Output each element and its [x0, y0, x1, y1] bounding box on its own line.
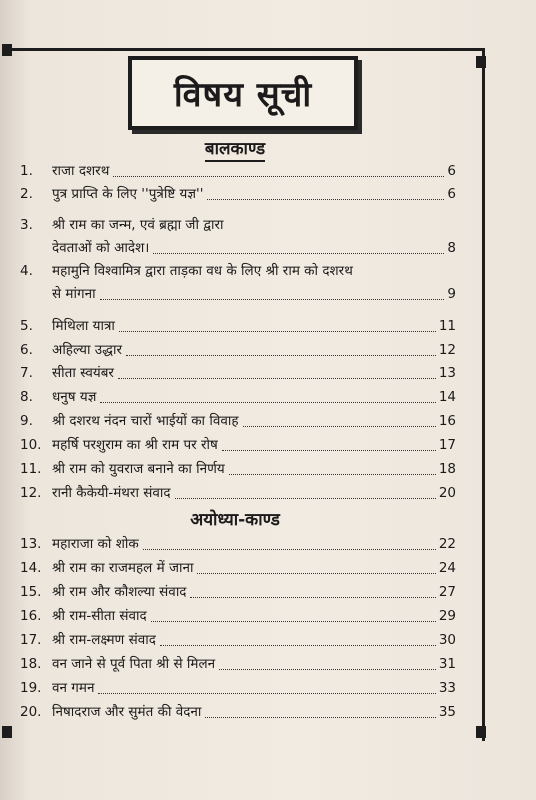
section-title-text: अयोध्या-काण्ड [190, 510, 280, 530]
toc-leader-dots [143, 549, 436, 550]
toc-leader-dots [113, 176, 444, 177]
toc-title: श्री दशरथ नंदन चारों भाईयों का विवाह [52, 413, 239, 429]
toc-title: धनुष यज्ञ [52, 389, 97, 405]
toc-row [0, 458, 470, 480]
toc-page-number: 16 [438, 413, 456, 429]
toc-title-continued: से मांगना [52, 286, 96, 302]
toc-number: 15. [20, 584, 42, 600]
toc-page-number: 27 [438, 584, 456, 600]
toc-title: निषादराज और सुमंत की वेदना [52, 704, 202, 720]
toc-number: 3. [20, 217, 33, 233]
toc-leader-dots [100, 299, 445, 300]
toc-leader-dots [153, 253, 444, 254]
toc-leader-dots [119, 331, 436, 332]
toc-number: 10. [20, 437, 42, 453]
toc-page-number: 35 [438, 704, 456, 720]
toc-row [0, 410, 470, 432]
toc-title: श्री राम-सीता संवाद [52, 608, 147, 624]
toc-number: 1. [20, 163, 33, 179]
toc-title: श्री राम को युवराज बनाने का निर्णय [52, 461, 225, 477]
toc-page-number: 8 [447, 240, 456, 256]
toc-row [0, 339, 470, 361]
toc-number: 5. [20, 318, 33, 334]
toc-page-number: 31 [438, 656, 456, 672]
toc-leader-dots [207, 199, 444, 200]
toc-title: श्री राम का राजमहल में जाना [52, 560, 194, 576]
section-title-text: बालकाण्ड [205, 139, 265, 162]
toc-row [0, 482, 470, 504]
toc-page-number: 12 [438, 342, 456, 358]
toc-row [0, 605, 470, 627]
toc-leader-dots [205, 717, 435, 718]
toc-leader-dots [100, 402, 435, 403]
toc-number: 17. [20, 632, 42, 648]
toc-page-number: 29 [438, 608, 456, 624]
section-title-ayodhya [0, 507, 470, 530]
toc-row [0, 557, 470, 579]
section-title-balkand [0, 136, 470, 159]
toc-title: वन जाने से पूर्व पिता श्री से मिलन [52, 656, 216, 672]
toc-page-number: 17 [438, 437, 456, 453]
title-box [128, 56, 358, 130]
toc-title: अहिल्या उद्धार [52, 342, 122, 358]
toc-page-number: 11 [438, 318, 456, 334]
toc-number: 11. [20, 461, 42, 477]
toc-number: 12. [20, 485, 42, 501]
toc-row [0, 362, 470, 384]
toc-leader-dots [118, 378, 436, 379]
toc-number: 20. [20, 704, 42, 720]
toc-leader-dots [197, 573, 435, 574]
toc-number: 19. [20, 680, 42, 696]
toc-page-number: 18 [438, 461, 456, 477]
toc-title: मिथिला यात्रा [52, 318, 115, 334]
toc-page-number: 14 [438, 389, 456, 405]
toc-number: 13. [20, 536, 42, 552]
toc-leader-dots [175, 498, 436, 499]
toc-title: पुत्र प्राप्ति के लिए ''पुत्रेष्टि यज्ञ'' [52, 186, 204, 202]
toc-leader-dots [160, 645, 436, 646]
toc-row [0, 260, 470, 302]
toc-row [0, 581, 470, 603]
toc-number: 7. [20, 365, 33, 381]
toc-page-number: 22 [438, 536, 456, 552]
toc-leader-dots [229, 474, 436, 475]
toc-row [0, 315, 470, 337]
frame-corner-mark [476, 56, 486, 68]
toc-row [0, 629, 470, 651]
page-title: विषय सूची [173, 75, 313, 115]
toc-leader-dots [98, 693, 435, 694]
toc-row [0, 434, 470, 456]
toc-row [0, 533, 470, 555]
toc-leader-dots [126, 355, 436, 356]
toc-leader-dots [243, 426, 436, 427]
toc-number: 8. [20, 389, 33, 405]
toc-number: 16. [20, 608, 42, 624]
toc-page-number: 13 [438, 365, 456, 381]
toc-title: वन गमन [52, 680, 95, 696]
toc-leader-dots [219, 669, 436, 670]
toc-page-number: 6 [447, 163, 456, 179]
toc-number: 9. [20, 413, 33, 429]
toc-number: 2. [20, 186, 33, 202]
toc-number: 14. [20, 560, 42, 576]
toc-page-number: 20 [438, 485, 456, 501]
toc-title: महाराजा को शोक [52, 536, 139, 552]
toc-title: रानी कैकेयी-मंथरा संवाद [52, 485, 171, 501]
toc-title: महर्षि परशुराम का श्री राम पर रोष [52, 437, 218, 453]
toc-number: 4. [20, 263, 33, 279]
frame-corner-mark [476, 726, 486, 738]
frame-corner-mark [2, 726, 12, 738]
toc-leader-dots [190, 597, 435, 598]
frame-corner-mark [2, 44, 12, 56]
toc-page-number: 6 [447, 186, 456, 202]
toc-leader-dots [151, 621, 436, 622]
toc-page-number: 33 [438, 680, 456, 696]
toc-row [0, 677, 470, 699]
toc-title: श्री राम का जन्म, एवं ब्रह्मा जी द्वारा [52, 217, 224, 233]
toc-title: सीता स्वयंबर [52, 365, 114, 381]
toc-row [0, 183, 470, 205]
toc-page-number: 24 [438, 560, 456, 576]
toc-row [0, 701, 470, 723]
toc-row [0, 160, 470, 182]
toc-page-number: 30 [438, 632, 456, 648]
toc-title: श्री राम-लक्ष्मण संवाद [52, 632, 156, 648]
toc-number: 18. [20, 656, 42, 672]
toc-title: राजा दशरथ [52, 163, 110, 179]
toc-number: 6. [20, 342, 33, 358]
toc-title: श्री राम और कौशल्या संवाद [52, 584, 187, 600]
toc-row [0, 214, 470, 256]
toc-title: महामुनि विश्वामित्र द्वारा ताड़का वध के लिए श्री राम को दशरथ [52, 263, 353, 279]
toc-row [0, 386, 470, 408]
toc-row [0, 653, 470, 675]
toc-title-continued: देवताओं को आदेश। [52, 240, 150, 256]
toc-leader-dots [222, 450, 436, 451]
toc-page-number: 9 [447, 286, 456, 302]
